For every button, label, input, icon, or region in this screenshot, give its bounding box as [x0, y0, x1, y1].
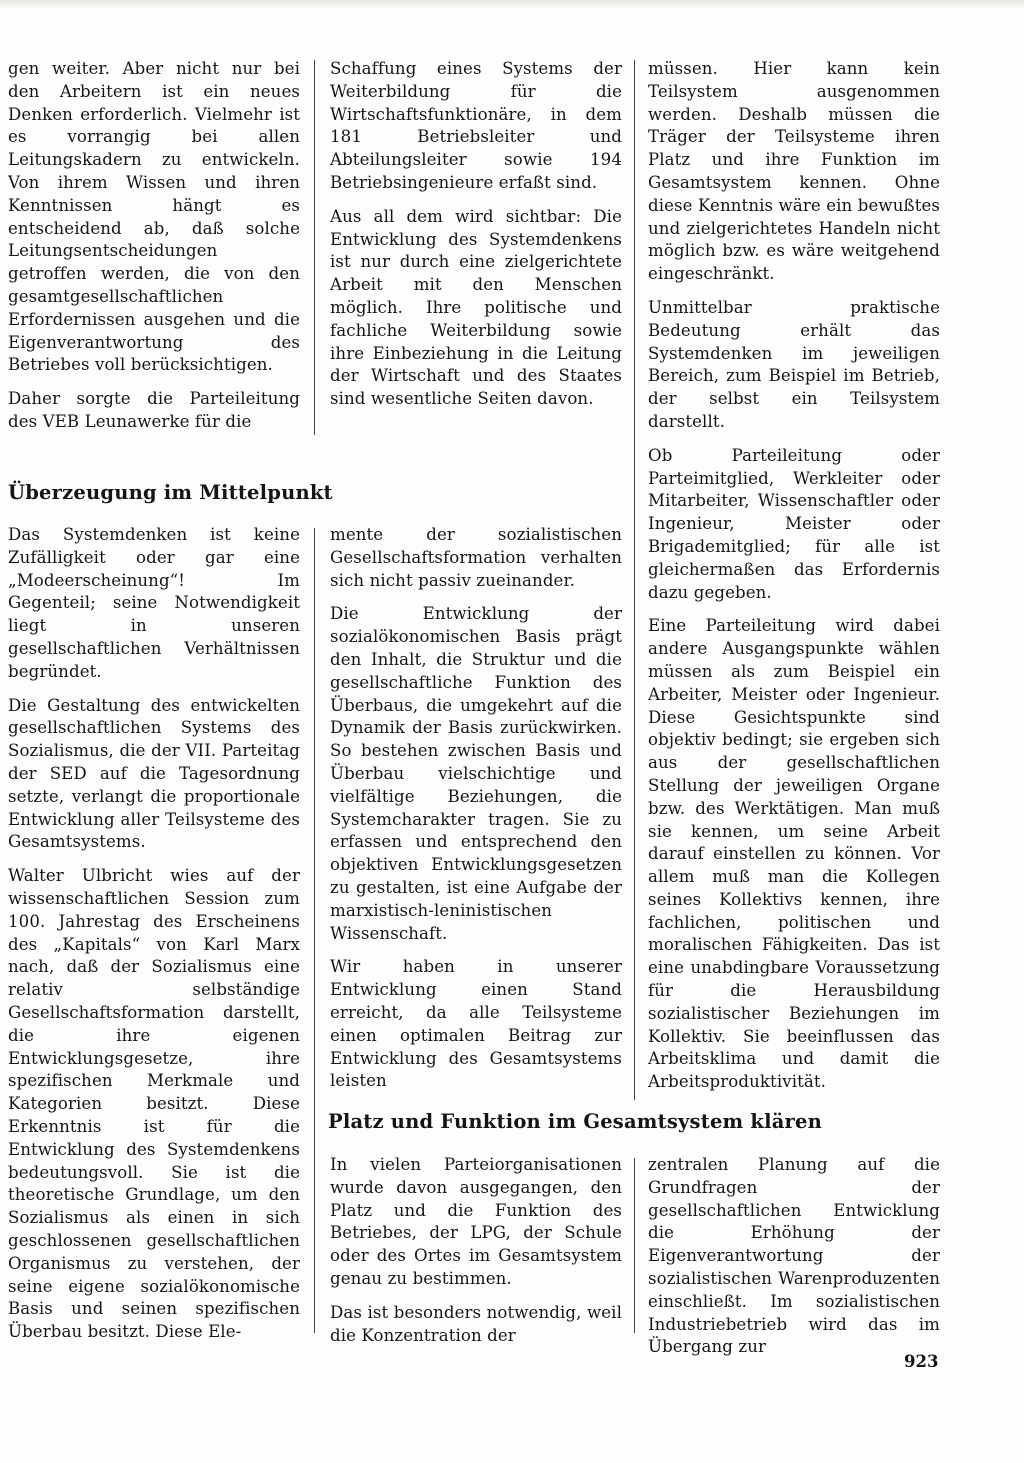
- paragraph: Das ist besonders notwendig, weil die Konzentration der: [330, 1302, 622, 1345]
- paragraph: Schaffung eines Systems der Weiterbildung für die Wirtschaftsfunktionäre, in dem 181 Betriebsleiter und Abteilungsleiter sowie 194 Betriebsingenieure erfaßt sind.: [330, 59, 622, 192]
- paragraph: Unmittelbar praktische Bedeutung erhält das Systemdenken im jeweiligen Bereich, zum Beispiel im Betrieb, der selbst ein Teilsystem darstellt.: [648, 297, 940, 431]
- paragraph: Die Gestaltung des entwickelten gesellschaftlichen Systems des Sozialismus, die der VII. Parteitag der SED auf die Tagesordnung setzte, verlangt die proportionale Entwicklung aller Teilsysteme des Gesamtsystems.: [8, 695, 300, 852]
- section-heading: Platz und Funktion im Gesamtsystem klären: [328, 1110, 822, 1133]
- section2-column-2: [330, 524, 622, 1104]
- paragraph: Daher sorgte die Parteileitung des VEB Leunawerke für die: [8, 389, 300, 431]
- section1-column-1: [8, 58, 300, 445]
- paragraph: Die Entwicklung der sozialökonomischen Basis prägt den Inhalt, die Struktur und die gesellschaftliche Funktion des Überbaus, die umgekehrt auf die Dynamik der Basis zurückwirken. So bestehen zwischen Basis und Überbau vielschichtige und vielfältige Beziehungen, die Systemcharakter tragen. Sie zu erfassen und entsprechend den objektiven Entwicklungsgesetzen zu gestalten, ist eine Aufgabe der marxistisch-leninistischen Wissenschaft.: [330, 604, 622, 943]
- paragraph: mente der sozialistischen Gesellschaftsformation verhalten sich nicht passiv zueinander.: [330, 525, 622, 590]
- paragraph: In vielen Parteiorganisationen wurde davon ausgegangen, den Platz und die Funktion des Betriebes, der LPG, der Schule oder des Ortes im Gesamtsystem genau zu bestimmen.: [330, 1155, 622, 1288]
- page-number: 923: [904, 1352, 939, 1371]
- column-divider: [314, 528, 315, 1333]
- section3-column-1: [330, 1154, 622, 1358]
- paragraph: Eine Parteileitung wird dabei andere Ausgangspunkte wählen müssen als zum Beispiel ein Arbeiter, Meister oder Ingenieur. Diese Gesichtspunkte sind objektiv bedingt; sie ergeben sich aus der gesellschaftlichen Stellung der jeweiligen Organe bzw. des Werktätigen. Man muß sie kennen, um seine Arbeit darauf einstellen zu können. Vor allem muß man die Kollegen seines Kollektivs kennen, ihre fachlichen, politischen und moralischen Fähigkeiten. Das ist eine unabdingbare Voraussetzung für die Herausbildung sozialistischer Beziehungen im Kollektiv. Sie beeinflussen das Arbeitsklima und damit die Arbeitsproduktivität.: [648, 616, 940, 1092]
- column-divider: [314, 60, 315, 435]
- section2-column-1: [8, 524, 300, 1355]
- paragraph: Walter Ulbricht wies auf der wissenschaftlichen Session zum 100. Jahrestag des Erscheinens des „Kapitals“ von Karl Marx nach, daß der Sozialismus eine relativ selbständige Gesellschaftsformation darstellt, die ihre eigenen Entwicklungsgesetze, ihre spezifischen Merkmale und Kategorien besitzt. Diese Erkenntnis ist für die Entwicklung des Systemdenkens bedeutungsvoll. Sie ist die theoretische Grundlage, um den Sozialismus als einen in sich geschlossenen gesellschaftlichen Organismus zu verstehen, der seine eigene sozialökonomische Basis und seinen spezifischen Überbau besitzt. Diese Ele-: [8, 866, 300, 1342]
- column-divider: [634, 60, 635, 1100]
- column-divider: [634, 1158, 635, 1333]
- section-heading: Überzeugung im Mittelpunkt: [8, 481, 333, 504]
- paragraph: Das Systemdenken ist keine Zufälligkeit oder gar eine „Modeerscheinung“! Im Gegenteil; seine Notwendigkeit liegt in unseren gesellschaftlichen Verhältnissen begründet.: [8, 525, 300, 681]
- paragraph: Aus all dem wird sichtbar: Die Entwicklung des Systemdenkens ist nur durch eine zielgerichtete Arbeit mit den Menschen möglich. Ihre politische und fachliche Weiterbildung sowie ihre Einbeziehung in die Leitung der Wirtschaft und des Staates sind wesentliche Seiten davon.: [330, 206, 622, 409]
- section1-column-2: [330, 58, 622, 422]
- paragraph: Wir haben in unserer Entwicklung einen Stand erreicht, da alle Teilsysteme einen optimalen Beitrag zur Entwicklung des Gesamtsystems leisten: [330, 957, 622, 1091]
- section3-column-2: [648, 1154, 940, 1370]
- paragraph: zentralen Planung auf die Grundfragen der gesellschaftlichen Entwicklung die Erhöhung der Eigenverantwortung der sozialistischen Warenproduzenten einschließt. Im sozialistischen Industriebetrieb wird das im Übergang zur: [648, 1155, 940, 1357]
- paragraph: gen weiter. Aber nicht nur bei den Arbeitern ist ein neues Denken erforderlich. Vielmehr ist es vorrangig bei allen Leitungskadern zu entwickeln. Von ihrem Wissen und ihren Kenntnissen hängt es entscheidend ab, daß solche Leitungsentscheidungen getroffen werden, die von den gesamtgesellschaftlichen Erfordernissen ausgehen und die Eigenverantwortung des Betriebes voll berücksichtigen.: [8, 59, 300, 375]
- paragraph: müssen. Hier kann kein Teilsystem ausgenommen werden. Deshalb müssen die Träger der Teilsysteme ihren Platz und ihre Funktion im Gesamtsystem kennen. Ohne diese Kenntnis wäre ein bewußtes und zielgerichtetes Handeln nicht möglich bzw. es wäre weitgehend eingeschränkt.: [648, 59, 940, 284]
- paragraph: Ob Parteileitung oder Parteimitglied, Werkleiter oder Mitarbeiter, Wissenschaftler oder Ingenieur, Meister oder Brigademitglied; für alle ist gleichermaßen das Erfordernis dazu gegeben.: [648, 445, 940, 602]
- scan-edge: [0, 0, 1024, 10]
- section1-column-3: [648, 58, 940, 1105]
